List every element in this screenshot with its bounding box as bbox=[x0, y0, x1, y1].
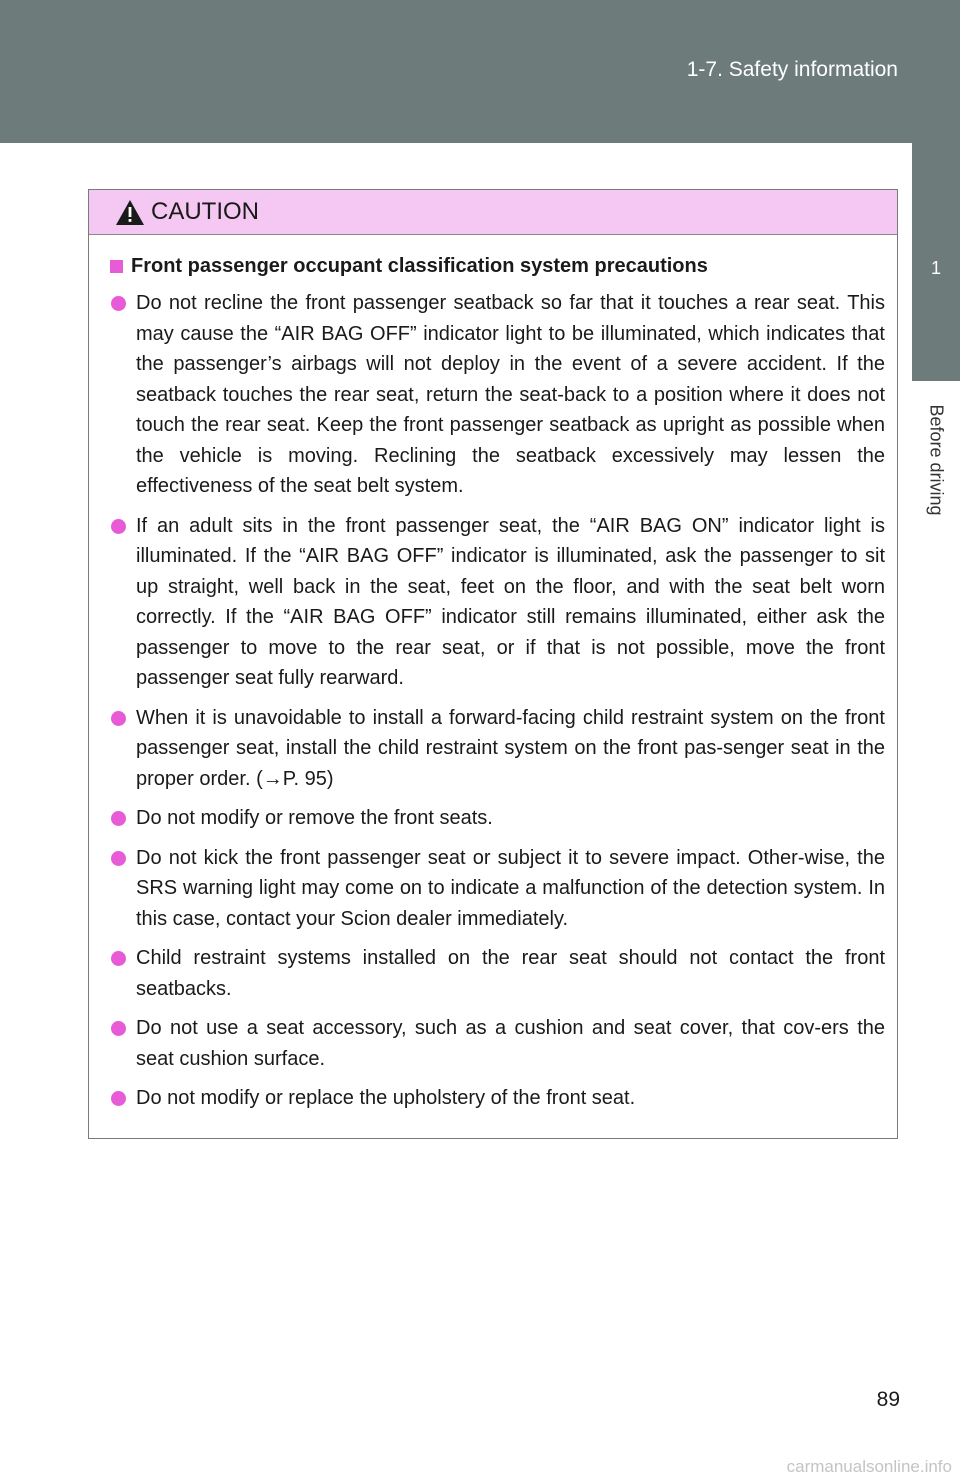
caution-label: CAUTION bbox=[151, 198, 259, 225]
bullet-dot-icon bbox=[111, 951, 126, 966]
list-item: Do not kick the front passenger seat or subject it to severe impact. Other-wise, the SRS warning light may come on to indicate a malfunction of the detection system. In this case, contact your Scion dealer immediately. bbox=[136, 843, 885, 935]
list-item: When it is unavoidable to install a forward-facing child restraint system on the front passenger seat, install the child restraint system on the front pas-senger seat in the proper order. (→P. 95) bbox=[136, 703, 885, 795]
list-item: Child restraint systems installed on the rear seat should not contact the front seatbacks. bbox=[136, 943, 885, 1004]
bullet-dot-icon bbox=[111, 519, 126, 534]
chapter-label: Before driving bbox=[926, 404, 947, 516]
warning-triangle-icon bbox=[115, 199, 145, 226]
caution-header bbox=[89, 190, 897, 235]
caution-subheading bbox=[110, 255, 897, 278]
list-item: If an adult sits in the front passenger seat, the “AIR BAG ON” indicator light is illuminated. If the “AIR BAG OFF” indicator is illuminated, ask the passenger to sit up straight, well back in the seat, feet on the floor, and with the seat belt worn correctly. If the “AIR BAG OFF” indicator still remains illuminated, either ask the passenger to move to the rear seat, or if that is not possible, move the front passenger seat fully rearward. bbox=[136, 511, 885, 694]
list-item: Do not recline the front passenger seatback so far that it touches a rear seat. This may cause the “AIR BAG OFF” indicator light to be illuminated, which indicates that the passenger’s airbags will not deploy in the event of a severe accident. If the seatback touches the rear seat, return the seat-back to a position where it does not touch the rear seat. Keep the front passenger seatback as upright as possible when the vehicle is moving. Reclining the seatback excessively may lessen the effectiveness of the seat belt system. bbox=[136, 288, 885, 502]
bullet-dot-icon bbox=[111, 711, 126, 726]
list-item: Do not modify or replace the upholstery of the front seat. bbox=[136, 1083, 885, 1114]
list-item: Do not use a seat accessory, such as a cushion and seat cover, that cov-ers the seat cushion surface. bbox=[136, 1013, 885, 1074]
bullet-dot-icon bbox=[111, 851, 126, 866]
bullet-dot-icon bbox=[111, 296, 126, 311]
square-bullet-icon bbox=[110, 260, 123, 273]
page-number: 89 bbox=[876, 1388, 900, 1411]
bullet-dot-icon bbox=[111, 811, 126, 826]
caution-box bbox=[88, 189, 898, 1139]
bullet-dot-icon bbox=[111, 1091, 126, 1106]
list-item: Do not modify or remove the front seats. bbox=[136, 803, 885, 834]
subheading-text: Front passenger occupant classification system precautions bbox=[131, 255, 708, 277]
bullet-dot-icon bbox=[111, 1021, 126, 1036]
section-title: 1-7. Safety information bbox=[686, 58, 898, 81]
chapter-number: 1 bbox=[930, 258, 941, 278]
watermark: carmanualsonline.info bbox=[786, 1457, 952, 1476]
